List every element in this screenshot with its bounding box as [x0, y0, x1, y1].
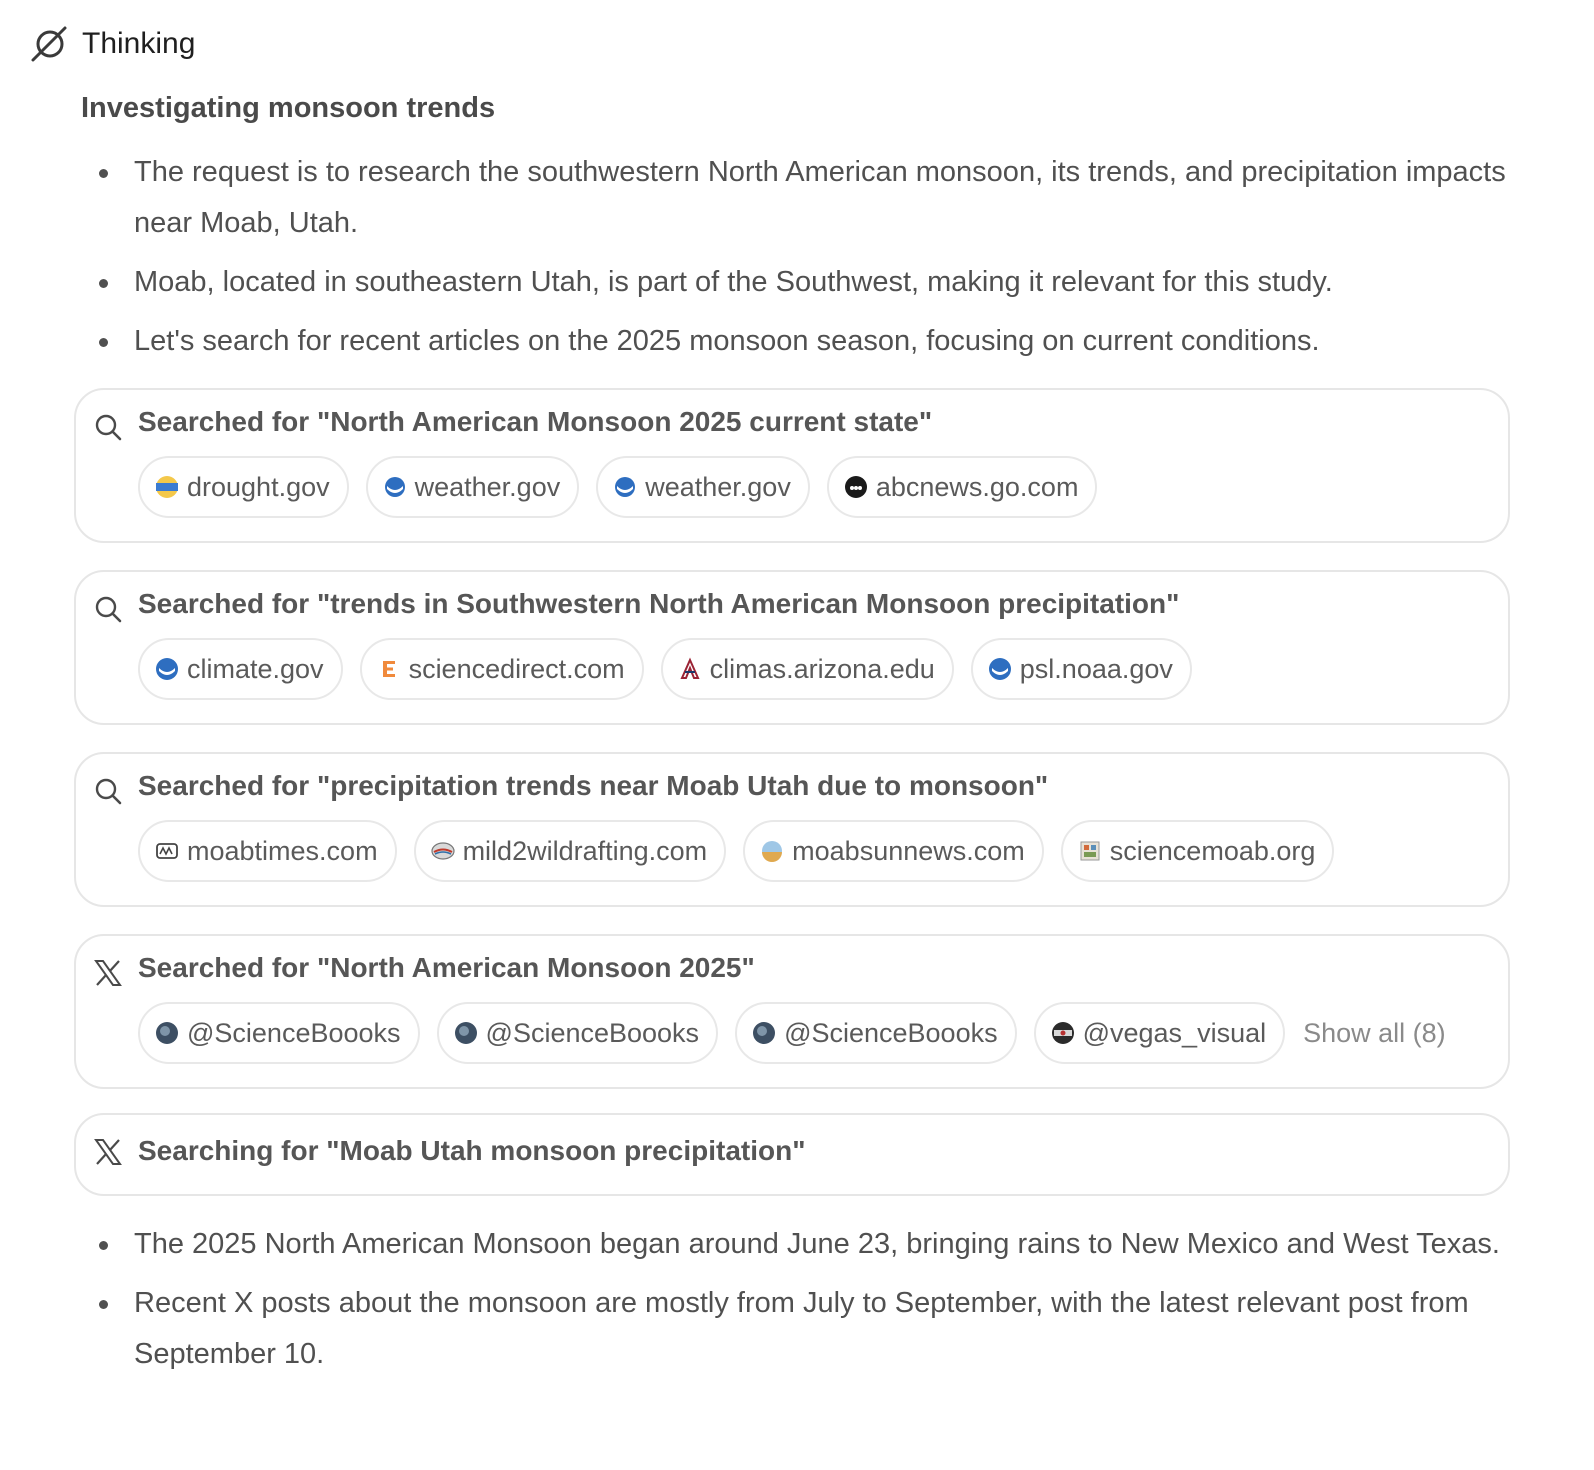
source-chip-weather-gov[interactable]	[596, 456, 810, 518]
summary-list-bottom	[95, 1219, 1525, 1388]
noaa-logo-icon	[613, 475, 637, 499]
source-label: moabsunnews.com	[792, 835, 1025, 866]
source-label: weather.gov	[645, 471, 791, 502]
moab-times-logo-icon	[155, 839, 179, 863]
noaa-logo-icon	[988, 657, 1012, 681]
nidis-logo-icon	[155, 475, 179, 499]
source-list	[138, 456, 1097, 518]
thinking-title: Thinking	[82, 27, 196, 60]
source-chip-abcnews[interactable]	[827, 456, 1098, 518]
search-card-3	[74, 752, 1510, 907]
list-item: The 2025 North American Monsoon began around June 23, bringing rains to New Mexico and West Texas.	[95, 1219, 1525, 1270]
source-chip-climate-gov[interactable]	[138, 638, 343, 700]
source-label: climas.arizona.edu	[709, 653, 935, 684]
source-list	[138, 638, 1192, 700]
search-card-5	[74, 1113, 1510, 1196]
search-card-2	[74, 570, 1510, 725]
search-icon	[93, 594, 123, 624]
source-chip-psl-noaa[interactable]	[971, 638, 1192, 700]
thinking-icon	[30, 25, 68, 63]
source-label: abcnews.go.com	[875, 471, 1079, 502]
list-item: The request is to research the southwestern North American monsoon, its trends, and precipitation impacts near Moab, Utah.	[95, 147, 1525, 249]
source-chip-sciencedirect[interactable]	[360, 638, 644, 700]
noaa-logo-icon	[155, 657, 179, 681]
source-chip-sciencebooks[interactable]	[138, 1002, 420, 1064]
abc-logo-icon	[844, 475, 868, 499]
science-moab-logo-icon	[1078, 839, 1102, 863]
arizona-logo-icon	[678, 657, 702, 681]
show-all-link[interactable]: Show all (8)	[1303, 1017, 1446, 1048]
source-label: sciencedirect.com	[408, 653, 625, 684]
search-icon	[93, 412, 123, 442]
source-chip-climas-arizona[interactable]	[661, 638, 954, 700]
avatar-icon	[155, 1021, 179, 1045]
source-label: weather.gov	[414, 471, 561, 502]
source-label: @ScienceBoooks	[784, 1017, 998, 1048]
rafting-logo-icon	[431, 839, 455, 863]
list-item: Let's search for recent articles on the 2025 monsoon season, focusing on current conditions.	[95, 316, 1525, 367]
source-chip-sciencemoab[interactable]	[1061, 820, 1335, 882]
search-card-4	[74, 934, 1510, 1089]
source-chip-moabsunnews[interactable]	[743, 820, 1044, 882]
elsevier-logo-icon	[377, 657, 401, 681]
source-label: sciencemoab.org	[1109, 835, 1316, 866]
avatar-icon	[1051, 1021, 1075, 1045]
source-label: @ScienceBoooks	[187, 1017, 401, 1048]
search-query: Searched for "trends in Southwestern North American Monsoon precipitation"	[138, 588, 1180, 619]
noaa-logo-icon	[383, 475, 407, 499]
summary-list-top	[95, 147, 1525, 375]
moab-sun-logo-icon	[760, 839, 784, 863]
source-list	[138, 1002, 1446, 1064]
source-chip-drought-gov[interactable]	[138, 456, 349, 518]
avatar-icon	[752, 1021, 776, 1045]
search-query: Searching for "Moab Utah monsoon precipitation"	[138, 1135, 806, 1166]
search-query: Searched for "precipitation trends near Moab Utah due to monsoon"	[138, 770, 1049, 801]
source-label: mild2wildrafting.com	[462, 835, 708, 866]
source-label: psl.noaa.gov	[1019, 653, 1173, 684]
source-label: drought.gov	[187, 471, 330, 502]
source-chip-weather-gov[interactable]	[366, 456, 580, 518]
section-title: Investigating monsoon trends	[81, 92, 496, 124]
thinking-header[interactable]	[30, 22, 195, 66]
search-card-1	[74, 388, 1510, 543]
source-label: climate.gov	[187, 653, 324, 684]
search-query: Searched for "North American Monsoon 2025"	[138, 952, 755, 983]
avatar-icon	[454, 1021, 478, 1045]
x-logo-icon	[93, 958, 123, 988]
search-query: Searched for "North American Monsoon 2025 current state"	[138, 406, 933, 437]
source-label: @ScienceBoooks	[485, 1017, 700, 1048]
list-item: Recent X posts about the monsoon are mostly from July to September, with the latest relevant post from September 10.	[95, 1278, 1525, 1380]
source-chip-moabtimes[interactable]	[138, 820, 397, 882]
source-label: @vegas_visual	[1082, 1017, 1267, 1048]
source-label: moabtimes.com	[187, 835, 378, 866]
x-logo-icon	[93, 1137, 123, 1167]
source-chip-vegas-visual[interactable]	[1034, 1002, 1286, 1064]
list-item: Moab, located in southeastern Utah, is part of the Southwest, making it relevant for this study.	[95, 257, 1525, 308]
source-chip-mild2wild[interactable]	[414, 820, 727, 882]
source-list	[138, 820, 1334, 882]
search-icon	[93, 776, 123, 806]
source-chip-sciencebooks[interactable]	[437, 1002, 719, 1064]
source-chip-sciencebooks[interactable]	[735, 1002, 1017, 1064]
